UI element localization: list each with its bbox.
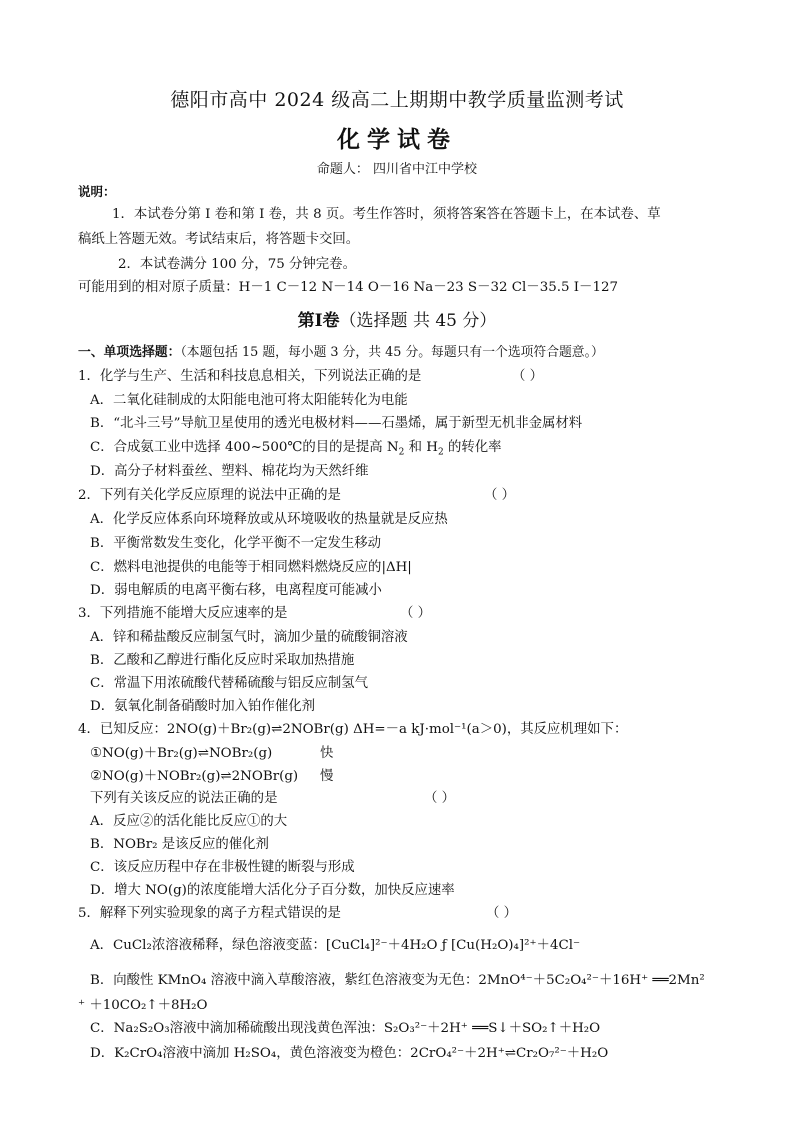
q1-option-c: C．合成氨工业中选择 400~500℃的目的是提高 $N_2$ 和 $H_2$ 的转化率: [90, 440, 502, 458]
q2-stem: 2．下列有关化学反应原理的说法中正确的是: [78, 488, 341, 503]
q3-option-b: B．乙酸和乙醇进行酯化反应时采取加热措施: [90, 653, 355, 668]
part-1-title: [0, 311, 794, 332]
q5-option-d: D．K₂CrO₄溶液中滴加 H₂SO₄，黄色溶液变为橙色：2CrO₄²⁻＋2H⁺⇌Cr₂O₇²⁻＋H₂O: [90, 1046, 609, 1061]
q4-question: 下列有关该反应的说法正确的是: [90, 791, 278, 806]
q4-option-a: A．反应②的活化能比反应①的大: [90, 814, 288, 829]
section-1-heading: [78, 345, 604, 361]
exam-author: 命题人： 四川省中江中学校: [316, 162, 478, 177]
note-2: 2．本试卷满分 100 分，75 分钟完卷。: [118, 257, 356, 272]
q5-option-b-line-2: ⁺ ＋10CO₂↑＋8H₂O: [78, 998, 208, 1013]
q2-option-d: D．弱电解质的电离平衡右移，电离程度可能减小: [90, 583, 382, 598]
q4-stem: 4．已知反应：2NO(g)＋Br₂(g)⇌2NOBr(g) ΔH=－a kJ·mol⁻¹(a＞0)，其反应机理如下：: [78, 722, 628, 737]
q5-stem: 5．解释下列实验现象的离子方程式错误的是: [78, 906, 341, 921]
notes-heading: 说明：: [78, 184, 116, 199]
note-1-line-2: 稿纸上答题无效。考试结束后，将答题卡交回。: [78, 232, 360, 247]
q5-answer-bracket: （ ）: [486, 906, 518, 921]
q3-option-c: C．常温下用浓硫酸代替稀硫酸与铝反应制氢气: [90, 676, 369, 691]
q1-option-b: B．“北斗三号”导航卫星使用的透光电极材料——石墨烯，属于新型无机非金属材料: [90, 416, 583, 431]
q1-option-d: D．高分子材料蚕丝、塑料、棉花均为天然纤维: [90, 464, 369, 479]
q3-option-a: A．锌和稀盐酸反应制氢气时，滴加少量的硫酸铜溶液: [90, 630, 408, 645]
q2-answer-bracket: （ ）: [484, 488, 516, 503]
q5-option-b-line-1: B．向酸性 KMnO₄ 溶液中滴入草酸溶液，紫红色溶液变为无色：2MnO⁴⁻＋5C₂O₄²⁻＋16H⁺ ══2Mn²: [90, 973, 705, 988]
part-1-desc: （选择题 共 45 分）: [339, 311, 497, 331]
q4-option-c: C．该反应历程中存在非极性键的断裂与形成: [90, 860, 355, 875]
q4-answer-bracket: （ ）: [424, 791, 456, 806]
section-1-desc: （本题包括 15 题，每小题 3 分，共 45 分。每题只有一个选项符合题意。）: [180, 345, 604, 360]
q3-option-d: D．氨氧化制备硝酸时加入铂作催化剂: [90, 699, 315, 714]
q5-option-a: A．CuCl₂浓溶液稀释，绿色溶液变蓝：[CuCl₄]²⁻＋4H₂O ƒ [Cu(H₂O)₄]²⁺＋4Cl⁻: [90, 938, 581, 953]
q4-option-b: B．NOBr₂ 是该反应的催化剂: [90, 837, 269, 852]
q2-option-c: C．燃料电池提供的电能等于相同燃料燃烧反应的|ΔH|: [90, 560, 412, 575]
atomic-masses: 可能用到的相对原子质量：H－1 C－12 N－14 O－16 Na－23 S－32 Cl－35.5 I－127: [78, 280, 619, 295]
q4-mechanism-step-1: ①NO(g)＋Br₂(g)⇌NOBr₂(g): [90, 746, 273, 761]
q2-option-a: A．化学反应体系向环境释放或从环境吸收的热量就是反应热: [90, 512, 448, 527]
section-1-label: 一、单项选择题：: [78, 345, 181, 360]
q1-stem: 1．化学与生产、生活和科技息息相关，下列说法正确的是: [78, 369, 422, 384]
q3-answer-bracket: （ ）: [400, 606, 432, 621]
part-1-label: 第Ⅰ卷: [297, 311, 340, 331]
note-1-line-1: 1．本试卷分第 I 卷和第 I 卷，共 8 页。考生作答时，须将答案答在答题卡上，在本试卷、草: [112, 207, 661, 222]
q1-option-a: A．二氧化硅制成的太阳能电池可将太阳能转化为电能: [90, 393, 408, 408]
exam-title: 德阳市高中 2024 级高二上期期中教学质量监测考试: [170, 89, 624, 111]
q1-answer-bracket: （ ）: [512, 369, 544, 384]
q4-step-1-rate: 快: [320, 746, 334, 761]
exam-subject-title: 化学试卷: [337, 126, 457, 153]
q3-stem: 3．下列措施不能增大反应速率的是: [78, 606, 288, 621]
q4-step-2-rate: 慢: [320, 769, 334, 784]
q4-mechanism-step-2: ②NO(g)＋NOBr₂(g)⇌2NOBr(g): [90, 769, 299, 784]
q4-option-d: D．增大 NO(g)的浓度能增大活化分子百分数，加快反应速率: [90, 883, 455, 898]
q5-option-c: C．Na₂S₂O₃溶液中滴加稀硫酸出现浅黄色浑浊：S₂O₃²⁻＋2H⁺ ══S↓＋SO₂↑＋H₂O: [90, 1021, 601, 1036]
q2-option-b: B．平衡常数发生变化，化学平衡不一定发生移动: [90, 536, 382, 551]
